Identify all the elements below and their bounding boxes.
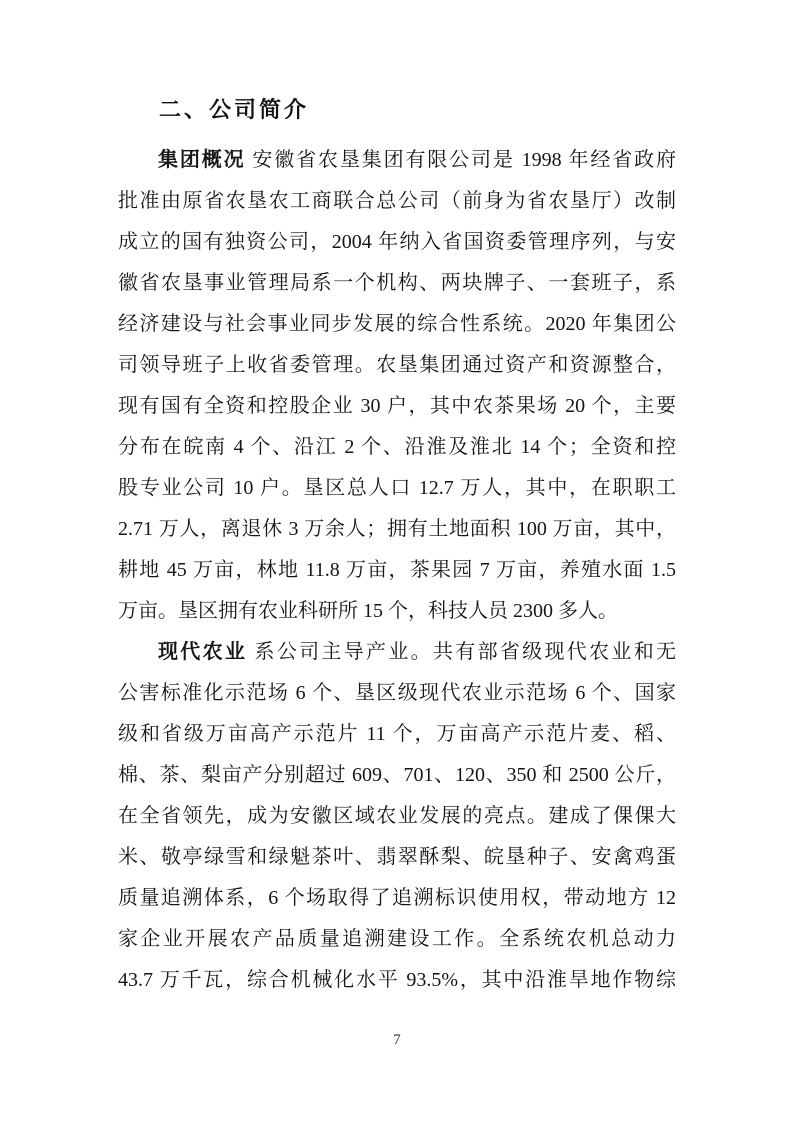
text-run: 级和省级万亩高产示范片 11 个，万亩高产示范片麦、稻、 bbox=[118, 723, 676, 745]
text-line bbox=[118, 304, 676, 345]
text-run: 成立的国有独资公司，2004 年纳入省国资委管理序列，与安 bbox=[118, 231, 676, 253]
text-run: 万亩。垦区拥有农业科研所 15 个，科技人员 2300 多人。 bbox=[118, 600, 618, 622]
text-run: 司领导班子上收省委管理。农垦集团通过资产和资源整合， bbox=[118, 354, 676, 376]
text-line bbox=[118, 263, 676, 304]
text-run: 耕地 45 万亩，林地 11.8 万亩，茶果园 7 万亩，养殖水面 1.5 bbox=[118, 559, 676, 581]
text-line bbox=[118, 919, 676, 960]
text-run: 现有国有全资和控股企业 30 户，其中农茶果场 20 个，主要 bbox=[118, 395, 676, 417]
text-run: 系公司主导产业。共有部省级现代农业和无 bbox=[247, 641, 676, 663]
text-line bbox=[118, 509, 676, 550]
text-line bbox=[118, 632, 676, 673]
text-line bbox=[118, 181, 676, 222]
text-line bbox=[118, 222, 676, 263]
text-line bbox=[118, 550, 676, 591]
text-run: 43.7 万千瓦，综合机械化水平 93.5%，其中沿淮旱地作物综 bbox=[118, 969, 676, 991]
text-run: 米、敬亭绿雪和绿魁茶叶、翡翠酥梨、皖垦种子、安禽鸡蛋 bbox=[118, 846, 676, 868]
text-line bbox=[118, 591, 676, 632]
page-number: 7 bbox=[393, 1032, 401, 1048]
text-line bbox=[118, 714, 676, 755]
text-line bbox=[118, 960, 676, 1001]
text-line bbox=[118, 673, 676, 714]
text-line bbox=[118, 427, 676, 468]
paragraph-lead-label: 现代农业 bbox=[158, 641, 248, 663]
text-run: 公害标准化示范场 6 个、垦区级现代农业示范场 6 个、国家 bbox=[118, 682, 676, 704]
text-run: 徽省农垦事业管理局系一个机构、两块牌子、一套班子，系 bbox=[118, 272, 676, 294]
text-run: 经济建设与社会事业同步发展的综合性系统。2020 年集团公 bbox=[118, 313, 676, 335]
section-heading: 二、公司简介 bbox=[159, 97, 310, 122]
text-line bbox=[118, 140, 676, 181]
text-run: 质量追溯体系，6 个场取得了追溯标识使用权，带动地方 12 bbox=[118, 887, 676, 909]
text-line bbox=[118, 878, 676, 919]
text-run: 批准由原省农垦农工商联合总公司（前身为省农垦厅）改制 bbox=[118, 190, 676, 212]
text-run: 2.71 万人，离退休 3 万余人；拥有土地面积 100 万亩，其中， bbox=[118, 518, 676, 540]
text-line bbox=[118, 468, 676, 509]
text-run: 安徽省农垦集团有限公司是 1998 年经省政府 bbox=[245, 149, 676, 171]
text-line bbox=[118, 386, 676, 427]
body-text bbox=[118, 140, 676, 1001]
text-line bbox=[118, 345, 676, 386]
text-run: 分布在皖南 4 个、沿江 2 个、沿淮及淮北 14 个；全资和控 bbox=[118, 436, 676, 458]
text-line bbox=[118, 796, 676, 837]
text-run: 棉、茶、梨亩产分别超过 609、701、120、350 和 2500 公斤， bbox=[118, 764, 676, 786]
text-run: 股专业公司 10 户。垦区总人口 12.7 万人，其中，在职职工 bbox=[118, 477, 676, 499]
paragraph-lead-label: 集团概况 bbox=[158, 149, 246, 171]
text-run: 家企业开展农产品质量追溯建设工作。全系统农机总动力 bbox=[118, 928, 676, 950]
text-line bbox=[118, 755, 676, 796]
text-line bbox=[118, 837, 676, 878]
text-run: 在全省领先，成为安徽区域农业发展的亮点。建成了倮倮大 bbox=[118, 805, 676, 827]
